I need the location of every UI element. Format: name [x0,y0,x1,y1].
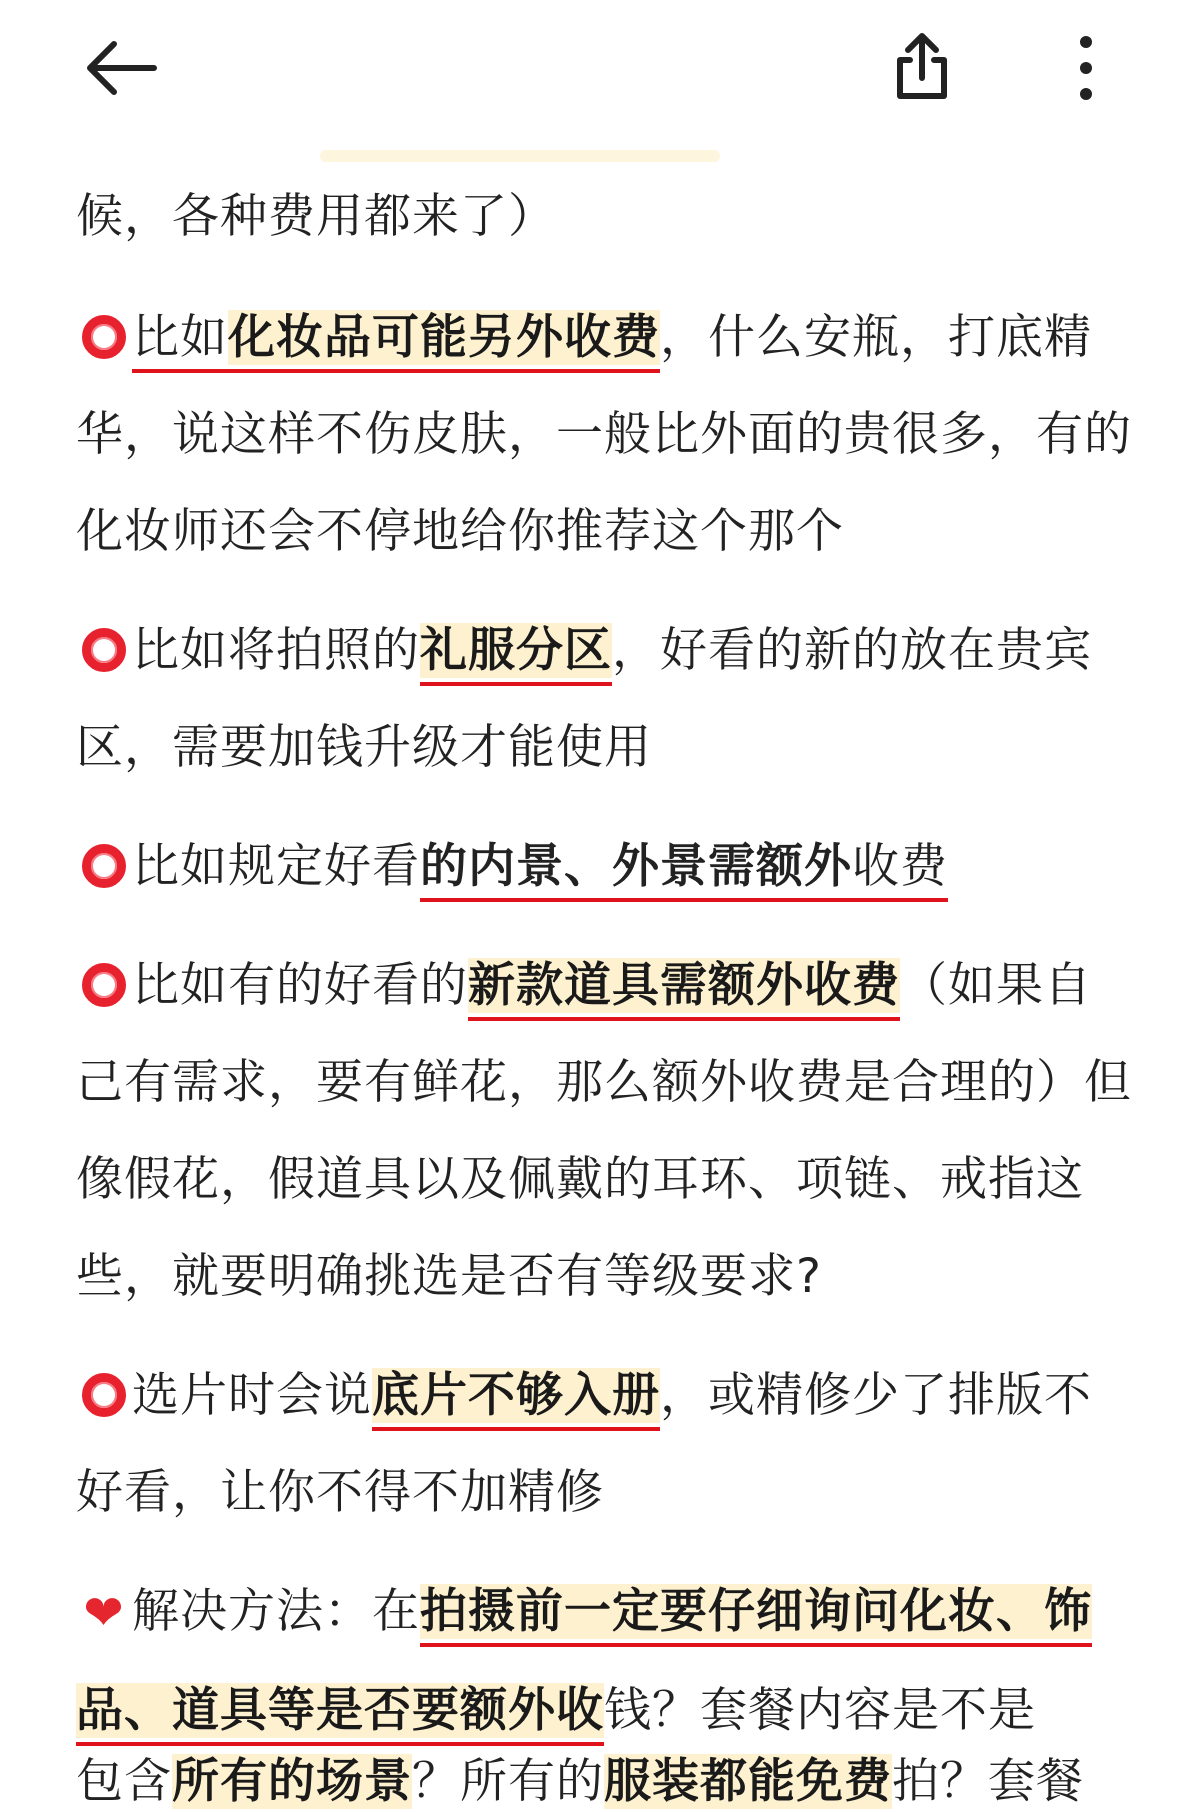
red-circle-icon [76,602,132,699]
red-circle-icon [76,1347,132,1444]
back-button[interactable] [82,36,158,100]
highlighted-text: 的内景、外景需额外 [420,839,852,894]
highlighted-text: 所有的场景 [172,1754,412,1809]
highlighted-text: 底片不够入册 [372,1368,660,1423]
highlighted-text: 新款道具需额外收费 [468,958,900,1013]
more-button[interactable] [1064,30,1108,106]
paragraph-rest: ，什么安瓶，打底精华，说这样不伤皮肤，一般比外面的贵很多，有的化妆师还会不停地给你推荐这个那个 [76,310,1132,559]
arrow-left-icon [82,36,158,100]
highlighted-text: 化妆品可能另外收费 [228,310,660,365]
highlighted-text: 礼服分区 [420,623,612,678]
paragraph-rest: ，或精修少了排版不好看，让你不得不加精修 [76,1368,1092,1520]
paragraph-dress-zones: 比如将拍照的礼服分区，好看的新的放在贵宾区，需要加钱升级才能使用 [76,602,1136,796]
paragraph-cosmetics [76,289,1136,580]
paragraph-rest: 收费 [852,839,948,894]
highlighted-text: 服装都能免费 [604,1754,892,1809]
faded-highlight-remnant [320,150,720,162]
paragraph-scenes: 比如规定好看的内景、外景需额外收费 [76,818,1136,915]
share-icon [886,30,958,102]
paragraph-text: 候，各种费用都来了） [76,189,556,244]
highlighted-text: 拍摄前一定要仔细询问化妆、饰品、道具等是否要额外收 [76,1584,1092,1738]
paragraph-rest: ，好看的新的放在贵宾区，需要加钱升级才能使用 [76,623,1092,775]
red-circle-icon [76,937,132,1034]
paragraph-rest: （如果自己有需求，要有鲜花，那么额外收费是合理的）但像假花，假道具以及佩戴的耳环、项链、戒指这些，就要明确挑选是否有等级要求? [76,958,1132,1304]
red-circle-icon [76,818,132,915]
paragraph-photo-selection: 选片时会说底片不够入册，或精修少了排版不好看，让你不得不加精修 [76,1347,1136,1541]
paragraph-props: 比如有的好看的新款道具需额外收费（如果自己有需求，要有鲜花，那么额外收费是合理的）但像假花，假道具以及佩戴的耳环、项链、戒指这些，就要明确挑选是否有等级要求? [76,937,1136,1325]
paragraph-cut-off-line: 包含所有的场景？所有的服装都能免费拍？套餐 [76,1754,1084,1809]
paragraph-continued [76,168,1136,265]
paragraph-lead: 比如化妆品可能另外收费 [132,310,660,365]
top-bar [0,0,1200,140]
paragraph-solution: ❤ 解决方法：在拍摄前一定要仔细询问化妆、饰品、道具等是否要额外收钱？套餐内容是不是 [76,1563,1136,1759]
paragraph-rest: 钱？套餐内容是不是 [604,1683,1036,1738]
article-body [76,168,1136,1781]
share-button[interactable] [886,30,958,102]
red-circle-icon [76,289,132,386]
more-vertical-icon [1064,30,1108,106]
red-heart-icon: ❤ [83,1585,125,1641]
